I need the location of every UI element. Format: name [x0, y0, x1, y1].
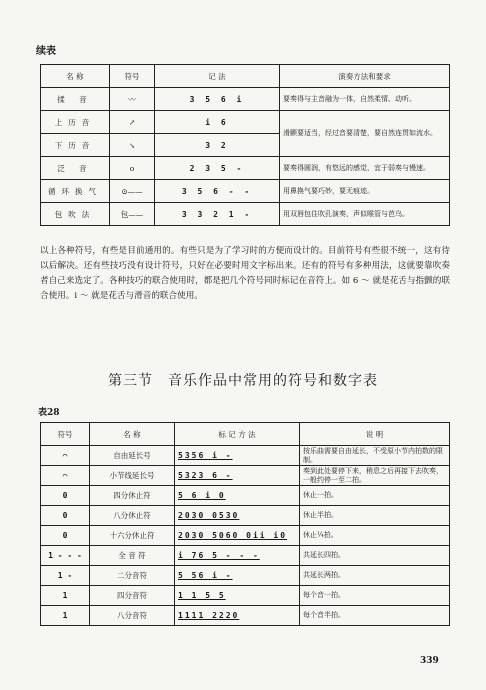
- row-notation: 5 6 i 0: [175, 486, 300, 506]
- row-name: 四分音符: [90, 586, 175, 606]
- table-row: [41, 157, 450, 180]
- row-notation: 3 5 6 i: [155, 88, 280, 111]
- row-notation: 2030 5060 0ii i0: [175, 526, 300, 546]
- table-row: [41, 546, 450, 566]
- row-symbol: ↗: [110, 111, 155, 134]
- row-notation: 2 3 5 -: [155, 157, 280, 180]
- row-symbol: 1 -: [41, 566, 90, 586]
- row-symbol: ⊙——: [110, 180, 155, 203]
- row-name: 循环换气: [41, 180, 110, 203]
- continued-label: 续表: [36, 46, 56, 57]
- row-name: 八分休止符: [90, 506, 175, 526]
- row-name: 下历音: [41, 134, 110, 157]
- row-desc: 每个音一拍。: [300, 586, 450, 606]
- row-symbol: 〰: [110, 88, 155, 111]
- row-notation: 5356 i -: [175, 446, 300, 466]
- row-desc: 用双唇包住吹孔演奏，声似喉管与芭乌。: [280, 203, 450, 226]
- row-symbol: 1: [41, 586, 90, 606]
- row-desc: 奏到此处要停下来，稍息之后再接下去吹奏，一般约停一至二拍。: [300, 466, 450, 486]
- row-desc: 共延长两拍。: [300, 566, 450, 586]
- table-row: [41, 111, 450, 134]
- row-notation: 5323 6 -: [175, 466, 300, 486]
- row-desc: 休止半拍。: [300, 506, 450, 526]
- table-row: [41, 586, 450, 606]
- row-name: 十六分休止符: [90, 526, 175, 546]
- table-row: [41, 203, 450, 226]
- row-symbol: 0: [41, 486, 90, 506]
- table-header-row: [41, 423, 450, 446]
- page-number: 339: [420, 656, 439, 666]
- section-title: 第三节 音乐作品中常用的符号和数字表: [108, 373, 378, 389]
- row-desc: 休止一拍。: [300, 486, 450, 506]
- row-desc: 共延长四拍。: [300, 546, 450, 566]
- row-desc: 滑颤要适当，经过音要清楚，要自然连贯如流水。: [280, 111, 450, 157]
- header-symbol: 符号: [110, 65, 155, 88]
- row-desc: 要奏得与主音融为一体，自然柔情、动听。: [280, 88, 450, 111]
- header-name: 名 称: [41, 65, 110, 88]
- row-name: 小节线延长号: [90, 466, 175, 486]
- row-notation: i 6: [155, 111, 280, 134]
- table-row: [41, 180, 450, 203]
- header-notation: 记 法: [155, 65, 280, 88]
- row-name: 二分音符: [90, 566, 175, 586]
- row-desc: 用鼻换气要巧妙，要无痕迹。: [280, 180, 450, 203]
- row-desc: 每个音半拍。: [300, 606, 450, 626]
- row-name: 八分音符: [90, 606, 175, 626]
- row-symbol: 0: [41, 526, 90, 546]
- row-name: 包吹法: [41, 203, 110, 226]
- row-name: 泛 音: [41, 157, 110, 180]
- table-row: [41, 88, 450, 111]
- row-symbol: ⌒: [41, 446, 90, 466]
- row-symbol: 1: [41, 606, 90, 626]
- explanatory-paragraph: 以上各种符号，有些是目前通用的。有些只是为了学习时的方便而设计的。目前符号有些很不统一，这有待以后解决。还有些技巧没有设计符号，只好在必要时用文字标出来。还有的符号有多种用法，这就要靠吹奏者自己来选定了。各种技巧的联合使用时，都是把几个符号同时标记在音符上。如 6 ～ 就是花舌与指颤的联合使用。i ～ 就是花舌与滑音的联合使用。: [40, 246, 450, 301]
- row-symbol: 包——: [110, 203, 155, 226]
- row-notation: 1111 2220: [175, 606, 300, 626]
- header-desc: 演奏方法和要求: [280, 65, 450, 88]
- row-notation: 5 56 i -: [175, 566, 300, 586]
- row-symbol: 0: [41, 506, 90, 526]
- table-row: [41, 566, 450, 586]
- header-name: 名 称: [90, 423, 175, 446]
- row-symbol: o: [110, 157, 155, 180]
- table-row: [41, 506, 450, 526]
- table-number: 表28: [38, 408, 60, 418]
- row-name: 四分休止符: [90, 486, 175, 506]
- row-symbol: 1 - - -: [41, 546, 90, 566]
- table-row: [41, 526, 450, 546]
- row-symbol: ⌒: [41, 466, 90, 486]
- technique-symbols-table: [40, 64, 450, 226]
- row-desc: 休止¼拍。: [300, 526, 450, 546]
- row-notation: 3 3 2 1 -: [155, 203, 280, 226]
- row-name: 上历音: [41, 111, 110, 134]
- row-symbol: ↘: [110, 134, 155, 157]
- table-row: [41, 486, 450, 506]
- table-row: [41, 446, 450, 466]
- table-row: [41, 606, 450, 626]
- row-desc: 要奏得圆润，有悠远的感觉，宜于弱奏与慢速。: [280, 157, 450, 180]
- row-notation: 1 1 5 5: [175, 586, 300, 606]
- row-name: 自由延长号: [90, 446, 175, 466]
- row-name: 全 音 符: [90, 546, 175, 566]
- table-row: [41, 466, 450, 486]
- header-notation: 标 记 方 法: [175, 423, 300, 446]
- row-name: 揉 音: [41, 88, 110, 111]
- music-symbols-table: [40, 422, 450, 626]
- row-notation: 3 5 6 - -: [155, 180, 280, 203]
- row-desc: 按乐曲需要自由延长，不受原小节内拍数的限制。: [300, 446, 450, 466]
- header-symbol: 符号: [41, 423, 90, 446]
- row-notation: 2030 0530: [175, 506, 300, 526]
- table-header-row: [41, 65, 450, 88]
- row-notation: 3 2: [155, 134, 280, 157]
- header-desc: 说 明: [300, 423, 450, 446]
- row-notation: i 76 5 - - -: [175, 546, 300, 566]
